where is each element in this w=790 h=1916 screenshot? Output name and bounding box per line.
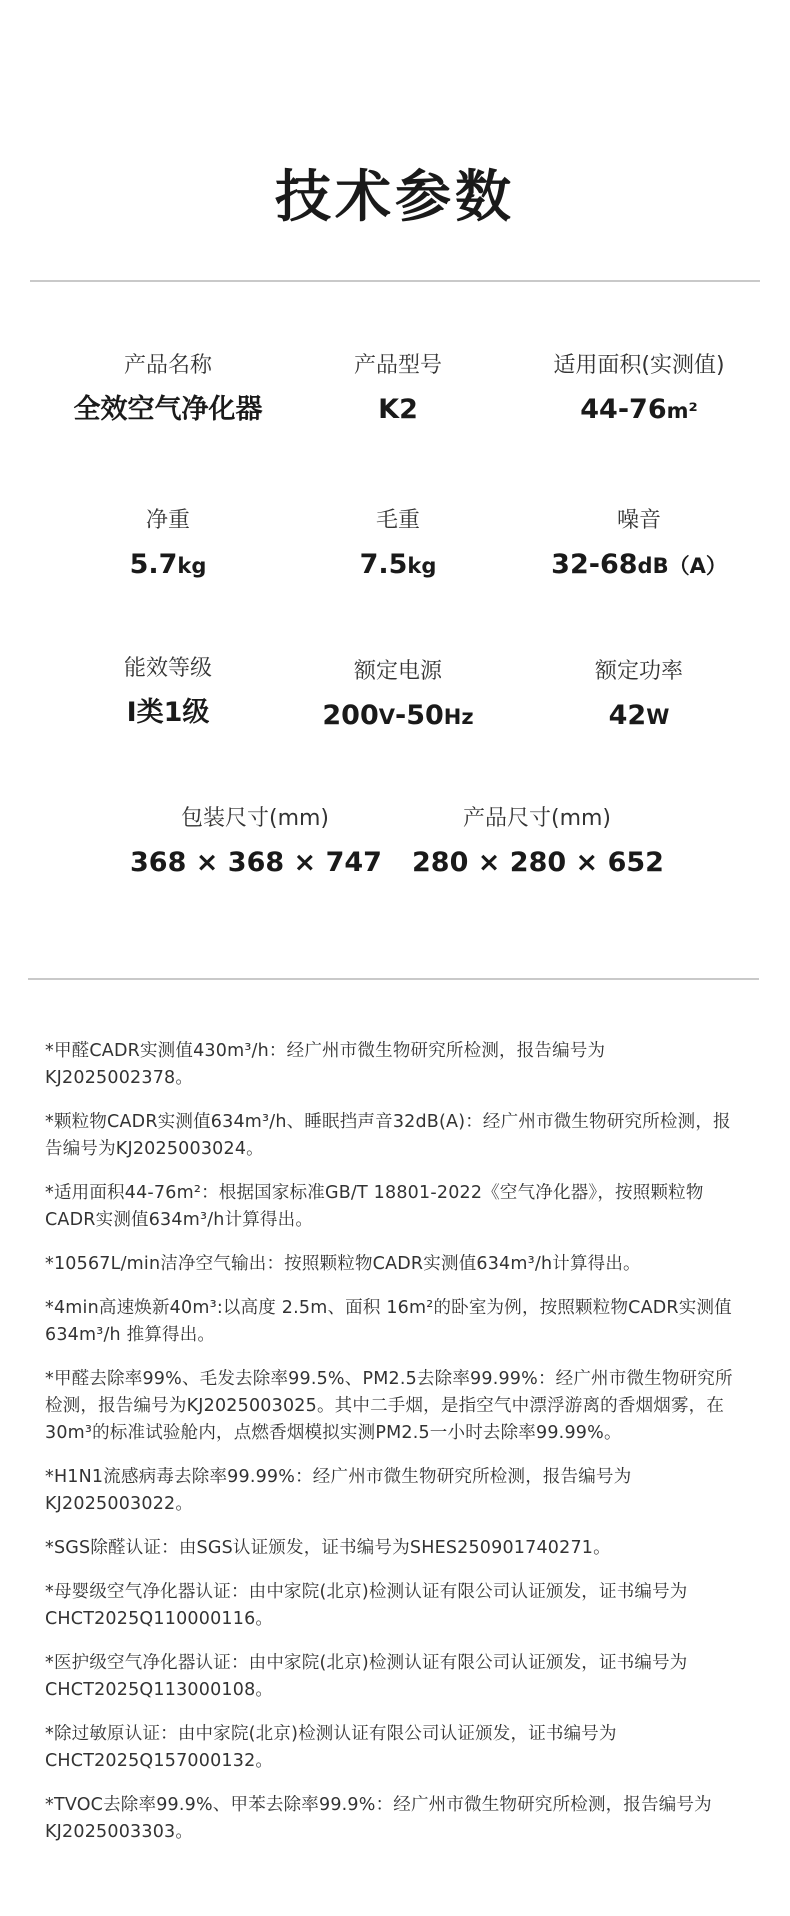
- spec-power-supply: [273, 656, 523, 735]
- top-divider: [30, 280, 760, 282]
- spec-label: 能效等级: [123, 656, 212, 681]
- spec-package-size: [130, 803, 380, 881]
- spec-value: 368 × 368 × 747: [130, 847, 382, 878]
- footnote: *甲醛去除率99%、毛发去除率99.5%、PM2.5去除率99.99%：经广州市微生物研究所检测，报告编号为KJ2025003025。其中二手烟，是指空气中漂浮游离的香烟烟雾，在30m³的标准试验舱内，点燃香烟模拟实测PM2.5一小时去除率99.99%。: [45, 1369, 733, 1443]
- spec-model: [273, 350, 523, 428]
- footnote: *H1N1流感病毒去除率99.99%：经广州市微生物研究所检测，报告编号为KJ2025003022。: [45, 1467, 632, 1514]
- spec-product-size: [412, 803, 662, 881]
- footnote: *适用面积44-76m²：根据国家标准GB/T 18801-2022《空气净化器》，按照颗粒物CADR实测值634m³/h计算得出。: [45, 1183, 704, 1230]
- footnote: *TVOC去除率99.9%、甲苯去除率99.9%：经广州市微生物研究所检测，报告编号为KJ2025003303。: [45, 1795, 712, 1842]
- spec-value: 7.5kg: [359, 549, 437, 580]
- spec-label: 产品尺寸(mm): [462, 806, 612, 831]
- spec-label: 产品型号: [353, 353, 442, 378]
- spec-label: 适用面积(实测值): [553, 353, 725, 378]
- spec-label: 产品名称: [123, 353, 212, 378]
- spec-label: 净重: [145, 508, 190, 533]
- footnote: *甲醛CADR实测值430m³/h：经广州市微生物研究所检测，报告编号为KJ2025002378。: [45, 1041, 606, 1088]
- spec-value: 32-68dB（A）: [551, 549, 727, 580]
- spec-net-weight: [43, 505, 293, 584]
- spec-area: [514, 350, 764, 429]
- spec-value: 全效空气净化器: [73, 394, 263, 425]
- spec-value: 44-76m²: [580, 394, 698, 425]
- spec-product-name: [43, 350, 293, 428]
- spec-label: 包装尺寸(mm): [180, 806, 330, 831]
- spec-noise: [514, 505, 764, 584]
- page-title: 技术参数: [275, 165, 515, 230]
- footnote: *医护级空气净化器认证：由中家院(北京)检测认证有限公司认证颁发，证书编号为CHCT2025Q113000108。: [45, 1653, 688, 1700]
- spec-gross-weight: [273, 505, 523, 584]
- bottom-divider: [28, 978, 759, 980]
- spec-value: K2: [378, 394, 418, 425]
- spec-label: 额定电源: [353, 659, 442, 684]
- footnote: *颗粒物CADR实测值634m³/h、睡眠挡声音32dB(A)：经广州市微生物研究所检测，报告编号为KJ2025003024。: [45, 1112, 731, 1159]
- footnote: *10567L/min洁净空气输出：按照颗粒物CADR实测值634m³/h计算得出。: [45, 1254, 641, 1274]
- footnote: *除过敏原认证：由中家院(北京)检测认证有限公司认证颁发，证书编号为CHCT2025Q157000132。: [45, 1724, 617, 1771]
- spec-label: 毛重: [375, 508, 420, 533]
- spec-value: 42W: [608, 700, 670, 731]
- spec-value: Ⅰ类1级: [126, 697, 210, 728]
- spec-value: 200V-50Hz: [322, 700, 474, 731]
- footnotes: [45, 1038, 745, 1863]
- spec-label: 噪音: [616, 508, 661, 533]
- spec-label: 额定功率: [594, 659, 683, 684]
- footnote: *4min高速焕新40m³:以高度 2.5m、面积 16m²的卧室为例，按照颗粒物CADR实测值 634m³/h 推算得出。: [45, 1298, 732, 1345]
- footnote: *SGS除醛认证：由SGS认证颁发，证书编号为SHES250901740271。: [45, 1538, 611, 1558]
- spec-value: 280 × 280 × 652: [412, 847, 664, 878]
- spec-rated-power: [514, 656, 764, 735]
- footnote: *母婴级空气净化器认证：由中家院(北京)检测认证有限公司认证颁发，证书编号为CHCT2025Q110000116。: [45, 1582, 688, 1629]
- spec-value: 5.7kg: [129, 549, 207, 580]
- spec-energy-class: [43, 653, 293, 731]
